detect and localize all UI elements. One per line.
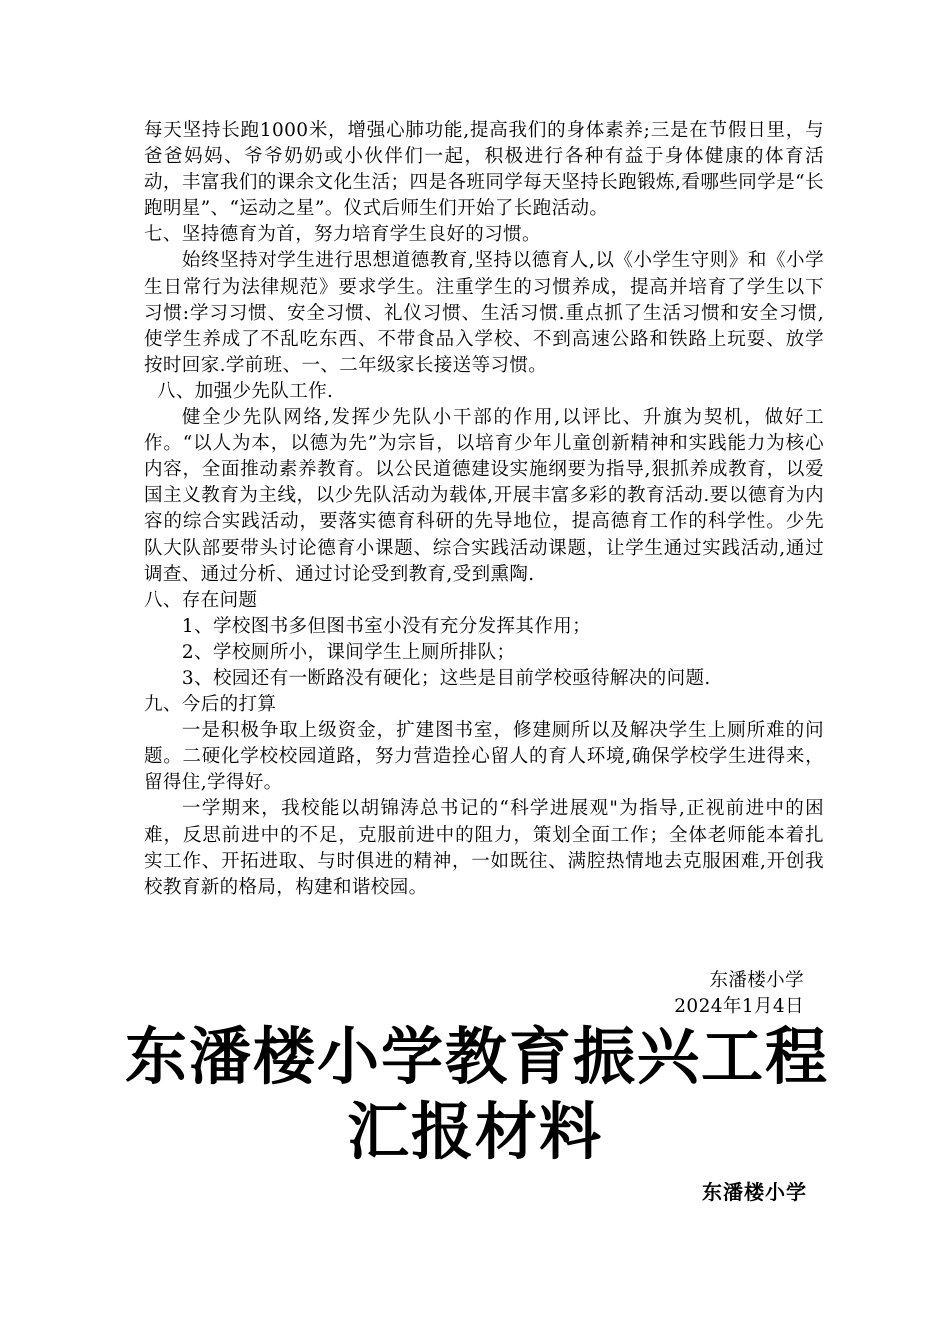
problem-item-3: 3、校园还有一断路没有硬化；这些是目前学校亟待解决的问题. [181,667,711,689]
paragraph-plans: 一是积极争取上级资金，扩建图书室，修建厕所以及解决学生上厕所难的问题。二硬化学校校园道路，努力营造拴心留人的育人环境,确保学校学生进得来，留得住,学得好。 [144,720,824,794]
paragraph-moral: 始终坚持对学生进行思想道德教育,坚持以德育人,以《小学生守则》和《小学生日常行为法律规范》要求学生。注重学生的习惯养成，提高并培育了学生以下习惯:学习习惯、安全习惯、礼仪习惯、生活习惯.重点抓了生活习惯和安全习惯,使学生养成了不乱吃东西、不带食品入学校、不到高速公路和铁路上玩耍、放学按时回家.学前班、一、二年级家长接送等习惯。 [144,250,824,376]
cover-school-name: 东潘楼小学 [702,1180,807,1204]
signature-date: 2024年1月4日 [674,996,804,1017]
signature-school: 东潘楼小学 [709,970,804,991]
cover-title-line2: 汇报材料 [346,1095,603,1168]
cover-title-line1: 东潘楼小学教育振兴工程 [124,1020,829,1093]
section-heading-moral: 七、坚持德育为首，努力培育学生良好的习惯。 [144,224,541,246]
section-heading-plans: 九、今后的打算 [144,694,277,716]
section-heading-pioneers: 八、加强少先队工作. [156,380,334,402]
report-body [144,118,824,901]
problem-item-2: 2、学校厕所小，课间学生上厕所排队； [181,641,516,663]
section-heading-problems: 八、存在问题 [144,589,258,611]
paragraph-sports: 每天坚持长跑1000米，增强心肺功能,提高我们的身体素养;三是在节假日里，与爸爸妈妈、爷爷奶奶或小伙伴们一起，积极进行各种有益于身体健康的体育活动，丰富我们的课余文化生活；四是各班同学每天坚持长跑锻炼,看哪些同学是“长跑明星”、“运动之星”。仪式后师生们开始了长跑活动。 [144,120,824,220]
paragraph-pioneers: 健全少先队网络,发挥少先队小干部的作用,以评比、升旗为契机，做好工作。“以人为本，以德为先”为宗旨，以培育少年儿童创新精神和实践能力为核心内容，全面推动素养教育。以公民道德建设实施纲要为指导,狠抓养成教育，以爱国主义教育为主线，以少先队活动为载体,开展丰富多彩的教育活动.要以德育为内容的综合实践活动，要落实德育科研的先导地位，提高德育工作的科学性。少先队大队部要带头讨论德育小课题、综合实践活动课题，让学生通过实践活动,通过调查、通过分析、通过讨论受到教育,受到熏陶. [144,407,824,585]
paragraph-conclusion: 一学期来，我校能以胡锦涛总书记的“科学进展观"为指导,正视前进中的困难，反思前进中的不足，克服前进中的阻力，策划全面工作；全体老师能本着扎实工作、开拓进取、与时俱进的精神，一如既往、满腔热情地去克服困难,开创我校教育新的格局，构建和谐校园。 [144,798,824,898]
problem-item-1: 1、学校图书多但图书室小没有充分发挥其作用； [181,615,591,637]
